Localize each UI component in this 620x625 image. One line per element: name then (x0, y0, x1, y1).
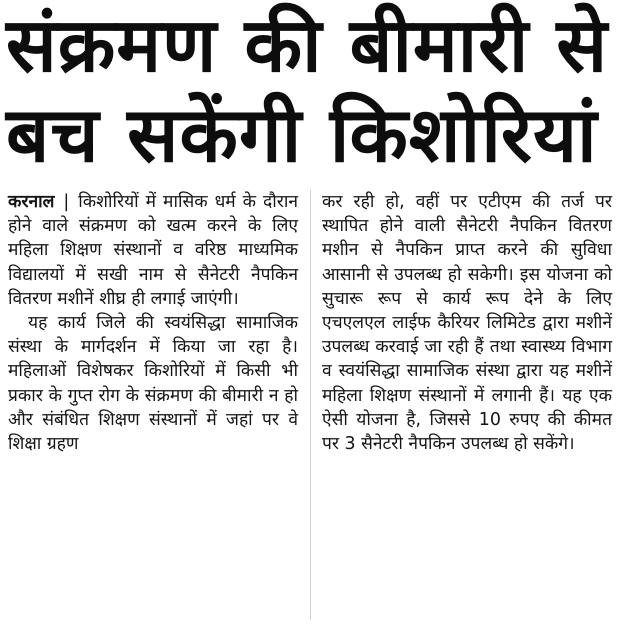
article-paragraph-1-text: किशोरियों में मासिक धर्म के दौरान होने वाले संक्रमण को खत्म करने के लिए महिला शिक्षण संस्थानों व वरिष्ठ माध्यमिक विद्यालयों में सखी नाम से सैनेटरी नैपकिन वितरण मशीनें शीघ्र ही लगाई जाएंगी। (8, 192, 299, 309)
headline-line-2: बच सकेंगी किशोरियां (6, 90, 598, 179)
article-paragraph-3: कर रही हो, वहीं पर एटीएम की तर्ज पर स्थापित होने वाली सैनेटरी नैपकिन वितरण मशीन से नैपकिन प्राप्त करने की सुविधा आसानी से उपलब्ध हो सकेगी। इस योजना को सुचारू रूप से कार्य रूप देने के लिए एचएलएल लाईफ कैरियर लिमिटेड द्वारा मशीनें उपलब्ध करवाई जा रही हैं तथा स्वास्थ्य विभाग व स्वयंसिद्धा सामाजिक संस्था द्वारा यह मशीनें महिला शिक्षण संस्थानों में लगानी हैं। यह एक ऐसी योजना है, जिससे 10 रुपए की कीमत पर 3 सैनेटरी नैपकिन उपलब्ध हो सकेंगे। (322, 192, 612, 455)
column-divider (310, 190, 311, 620)
dateline-separator: | (63, 192, 70, 212)
article-paragraph-2: यह कार्य जिले की स्वयंसिद्धा सामाजिक संस्था के मार्गदर्शन में किया जा रहा है। महिलाओं विशेषकर किशोरियों में किसी भी प्रकार के गुप्त रोग के संक्रमण की बीमारी न हो और संबंधित शिक्षण संस्थानों में जहां पर वे शिक्षा ग्रहण (8, 313, 298, 455)
headline-line-1: संक्रमण की बीमारी से (6, 1, 609, 89)
article-column-left (8, 190, 298, 620)
article-column-right (322, 190, 612, 620)
dateline: करनाल (8, 192, 55, 212)
article-paragraph-1 (8, 190, 298, 311)
